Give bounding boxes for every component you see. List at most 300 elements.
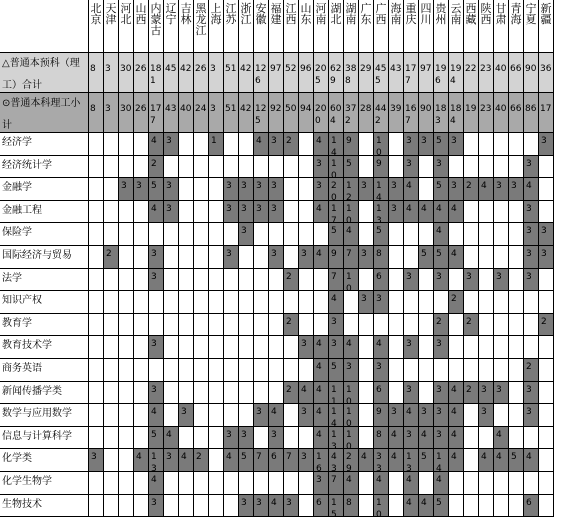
quota-cell [494, 201, 509, 223]
quota-cell: 4 [404, 178, 419, 201]
quota-cell [284, 201, 299, 223]
summary-value: 42 [239, 53, 254, 93]
major-label: 信息与计算科学 [0, 427, 89, 449]
summary-value: 97 [419, 53, 434, 93]
quota-cell [419, 314, 434, 336]
corner-cell [0, 0, 89, 53]
quota-cell [539, 336, 554, 359]
summary-row [0, 53, 554, 93]
major-label: 经济学 [0, 133, 89, 156]
quota-cell: 43 [329, 449, 344, 472]
quota-cell: 3 [239, 223, 254, 246]
quota-cell [299, 201, 314, 223]
quota-cell: 3 [359, 178, 374, 201]
quota-cell: 2 [464, 314, 479, 336]
quota-cell [89, 133, 104, 156]
quota-cell [89, 404, 104, 427]
quota-cell [539, 359, 554, 382]
summary-value: 42 [179, 53, 194, 93]
quota-cell [494, 156, 509, 178]
quota-cell [524, 472, 539, 495]
quota-cell [359, 427, 374, 449]
quota-cell [224, 495, 239, 517]
summary-value: 126 [254, 53, 269, 93]
quota-cell [224, 291, 239, 314]
quota-cell [464, 291, 479, 314]
quota-cell [224, 472, 239, 495]
quota-cell [509, 404, 524, 427]
quota-cell: 3 [404, 133, 419, 156]
quota-cell [134, 495, 149, 517]
quota-cell [419, 336, 434, 359]
quota-cell [314, 269, 329, 291]
quota-cell [179, 427, 194, 449]
quota-cell: 7 [284, 449, 299, 472]
summary-value: 86 [524, 93, 539, 133]
quota-cell [389, 133, 404, 156]
summary-value: 442 [374, 93, 389, 133]
quota-cell: 3 [539, 223, 554, 246]
quota-cell: 3 [479, 404, 494, 427]
quota-cell [269, 314, 284, 336]
quota-cell: 3 [524, 156, 539, 178]
quota-cell: 3 [224, 201, 239, 223]
summary-value: 23 [479, 53, 494, 93]
quota-cell [209, 269, 224, 291]
quota-cell: 4 [314, 427, 329, 449]
quota-cell [464, 449, 479, 472]
quota-cell [509, 291, 524, 314]
region-header: 江西 [284, 0, 299, 53]
quota-cell: 3 [509, 178, 524, 201]
region-header: 宁夏 [524, 0, 539, 53]
quota-cell: 3 [239, 495, 254, 517]
summary-value: 43 [389, 53, 404, 93]
quota-cell [104, 178, 119, 201]
quota-cell: 3 [329, 314, 344, 336]
quota-cell: 5 [434, 178, 449, 201]
summary-value: 43 [164, 93, 179, 133]
region-header: 广东 [359, 0, 374, 53]
region-header: 天津 [104, 0, 119, 53]
quota-cell: 3 [539, 133, 554, 156]
quota-cell [539, 382, 554, 404]
quota-cell [284, 336, 299, 359]
quota-cell [104, 359, 119, 382]
quota-cell [389, 495, 404, 517]
quota-cell: 4 [344, 472, 359, 495]
quota-cell: 6 [314, 495, 329, 517]
quota-cell [209, 178, 224, 201]
table-row [0, 269, 554, 291]
quota-cell [449, 336, 464, 359]
quota-cell [104, 314, 119, 336]
quota-cell: 4 [344, 223, 359, 246]
quota-cell [494, 246, 509, 269]
quota-cell: 3 [224, 178, 239, 201]
quota-cell: 3 [434, 269, 449, 291]
major-label: 金融学 [0, 178, 89, 201]
quota-cell [389, 472, 404, 495]
quota-cell [224, 314, 239, 336]
summary-value: 3 [209, 93, 224, 133]
quota-cell [164, 223, 179, 246]
quota-cell [464, 427, 479, 449]
summary-value: 167 [404, 93, 419, 133]
quota-cell: 3 [524, 223, 539, 246]
quota-cell [434, 291, 449, 314]
quota-cell: 10 [344, 382, 359, 404]
quota-cell [494, 133, 509, 156]
quota-cell [479, 156, 494, 178]
quota-cell [359, 201, 374, 223]
quota-cell: 3 [419, 404, 434, 427]
quota-cell [194, 156, 209, 178]
region-header: 北京 [89, 0, 104, 53]
quota-cell [119, 201, 134, 223]
quota-cell [119, 472, 134, 495]
quota-cell [464, 404, 479, 427]
quota-cell: 4 [404, 201, 419, 223]
quota-cell [479, 359, 494, 382]
quota-cell [359, 382, 374, 404]
quota-cell: 2 [284, 269, 299, 291]
quota-cell [359, 495, 374, 517]
quota-cell: 4 [314, 359, 329, 382]
quota-cell: 4 [389, 449, 404, 472]
quota-cell [539, 178, 554, 201]
quota-cell: 2 [464, 382, 479, 404]
quota-cell: 2 [284, 314, 299, 336]
quota-cell [104, 156, 119, 178]
quota-cell [179, 314, 194, 336]
quota-cell [284, 246, 299, 269]
quota-cell: 10 [344, 269, 359, 291]
quota-cell [119, 495, 134, 517]
quota-cell [269, 382, 284, 404]
quota-cell [119, 404, 134, 427]
quota-cell [239, 404, 254, 427]
quota-cell: 4 [494, 449, 509, 472]
quota-cell: 2 [524, 359, 539, 382]
quota-cell: 2 [194, 449, 209, 472]
quota-cell [149, 314, 164, 336]
summary-label: ⊙普通本科理工小计 [0, 93, 89, 133]
region-header: 福建 [269, 0, 284, 53]
quota-cell: 3 [164, 133, 179, 156]
quota-cell [269, 156, 284, 178]
quota-cell [494, 495, 509, 517]
summary-value: 26 [134, 93, 149, 133]
quota-cell: 4 [224, 449, 239, 472]
quota-cell: 3 [299, 404, 314, 427]
quota-cell [209, 246, 224, 269]
quota-cell [419, 359, 434, 382]
quota-cell [479, 291, 494, 314]
quota-cell: 2 [284, 382, 299, 404]
table-row [0, 223, 554, 246]
summary-value: 183 [434, 93, 449, 133]
quota-cell: 4 [269, 495, 284, 517]
quota-cell: 4 [449, 449, 464, 472]
region-header: 云南 [449, 0, 464, 53]
quota-cell: 3 [479, 382, 494, 404]
major-label: 化学类 [0, 449, 89, 472]
summary-value: 66 [509, 93, 524, 133]
table-row [0, 178, 554, 201]
summary-value: 372 [344, 93, 359, 133]
quota-cell: 3 [524, 382, 539, 404]
quota-cell [194, 314, 209, 336]
quota-cell: 7 [254, 449, 269, 472]
quota-cell [179, 246, 194, 269]
quota-cell: 9 [374, 156, 389, 178]
quota-cell [239, 156, 254, 178]
quota-cell [194, 133, 209, 156]
quota-cell [404, 246, 419, 269]
quota-cell: 7 [344, 246, 359, 269]
summary-value: 36 [539, 53, 554, 93]
quota-cell: 3 [494, 382, 509, 404]
quota-cell [359, 404, 374, 427]
quota-cell [149, 291, 164, 314]
quota-cell: 4 [359, 449, 374, 472]
quota-cell: 3 [404, 382, 419, 404]
region-header: 湖北 [329, 0, 344, 53]
quota-cell: 3 [149, 495, 164, 517]
quota-cell: 4 [449, 382, 464, 404]
quota-cell: 5 [374, 223, 389, 246]
quota-cell [269, 223, 284, 246]
quota-cell [524, 427, 539, 449]
quota-cell [134, 246, 149, 269]
quota-cell [254, 382, 269, 404]
quota-cell: 3 [539, 246, 554, 269]
summary-value: 8 [89, 53, 104, 93]
quota-cell: 3 [434, 382, 449, 404]
region-header: 吉林 [179, 0, 194, 53]
quota-cell [179, 178, 194, 201]
quota-cell [254, 269, 269, 291]
region-header: 广西 [374, 0, 389, 53]
quota-cell: 4 [524, 178, 539, 201]
quota-cell: 3 [389, 404, 404, 427]
quota-cell: 4 [449, 427, 464, 449]
quota-cell: 4 [449, 246, 464, 269]
quota-cell [449, 269, 464, 291]
quota-cell: 3 [149, 246, 164, 269]
quota-cell: 6 [524, 495, 539, 517]
quota-cell [419, 382, 434, 404]
major-label: 经济统计学 [0, 156, 89, 178]
quota-cell [494, 336, 509, 359]
quota-cell [239, 336, 254, 359]
summary-value: 50 [284, 93, 299, 133]
summary-value: 90 [419, 93, 434, 133]
quota-cell [494, 472, 509, 495]
quota-cell [254, 156, 269, 178]
quota-cell [119, 382, 134, 404]
quota-cell [194, 291, 209, 314]
quota-cell: 10 [374, 495, 389, 517]
quota-cell [419, 472, 434, 495]
quota-cell [134, 336, 149, 359]
quota-cell: 4 [479, 449, 494, 472]
quota-cell [359, 336, 374, 359]
quota-cell: 5 [329, 359, 344, 382]
quota-cell: 3 [239, 201, 254, 223]
quota-cell [224, 336, 239, 359]
summary-value: 42 [239, 93, 254, 133]
quota-cell [104, 495, 119, 517]
quota-cell: 4 [269, 404, 284, 427]
quota-cell: 4 [434, 201, 449, 223]
quota-cell [299, 427, 314, 449]
summary-value: 177 [149, 93, 164, 133]
quota-cell [209, 314, 224, 336]
quota-cell [389, 314, 404, 336]
quota-cell: 14 [329, 133, 344, 156]
quota-cell [539, 291, 554, 314]
quota-cell: 11 [329, 382, 344, 404]
quota-cell: 8 [344, 495, 359, 517]
summary-value: 177 [404, 53, 419, 93]
quota-cell: 1 [209, 133, 224, 156]
quota-cell: 4 [149, 201, 164, 223]
quota-cell [539, 156, 554, 178]
quota-cell [284, 472, 299, 495]
quota-cell [179, 495, 194, 517]
quota-cell [119, 359, 134, 382]
quota-cell: 3 [374, 291, 389, 314]
quota-cell [539, 269, 554, 291]
region-header: 重庆 [404, 0, 419, 53]
summary-value: 51 [224, 53, 239, 93]
summary-value: 17 [539, 93, 554, 133]
major-label: 化学生物学 [0, 472, 89, 495]
quota-cell [494, 291, 509, 314]
quota-cell [314, 223, 329, 246]
quota-cell [299, 178, 314, 201]
quota-cell [209, 472, 224, 495]
quota-cell: 3 [89, 449, 104, 472]
quota-cell [479, 314, 494, 336]
quota-cell: 4 [314, 201, 329, 223]
quota-cell: 4 [404, 404, 419, 427]
summary-value: 8 [89, 93, 104, 133]
quota-cell: 14 [434, 449, 449, 472]
summary-row [0, 93, 554, 133]
quota-cell: 3 [149, 382, 164, 404]
quota-cell [149, 223, 164, 246]
summary-value: 3 [209, 53, 224, 93]
quota-cell [104, 269, 119, 291]
quota-cell [299, 314, 314, 336]
quota-cell: 17 [329, 201, 344, 223]
quota-cell [134, 201, 149, 223]
quota-cell: 3 [329, 336, 344, 359]
table-row [0, 495, 554, 517]
quota-cell: 3 [404, 156, 419, 178]
quota-cell [419, 178, 434, 201]
major-label: 保险学 [0, 223, 89, 246]
quota-cell: 4 [419, 495, 434, 517]
summary-value: 96 [299, 53, 314, 93]
major-label: 知识产权 [0, 291, 89, 314]
quota-cell [104, 427, 119, 449]
quota-cell: 2 [449, 291, 464, 314]
quota-cell [509, 133, 524, 156]
region-header: 新疆 [539, 0, 554, 53]
quota-cell [284, 291, 299, 314]
quota-cell: 3 [359, 246, 374, 269]
quota-cell [269, 291, 284, 314]
quota-cell: 6 [374, 382, 389, 404]
header-row [0, 0, 554, 53]
quota-cell [119, 156, 134, 178]
quota-cell [134, 223, 149, 246]
quota-cell: 3 [254, 201, 269, 223]
quota-cell [194, 427, 209, 449]
quota-cell: 5 [329, 223, 344, 246]
quota-cell [479, 427, 494, 449]
quota-cell [389, 269, 404, 291]
major-label: 教育技术学 [0, 336, 89, 359]
quota-cell [509, 472, 524, 495]
quota-cell: 3 [224, 427, 239, 449]
summary-value: 51 [224, 93, 239, 133]
quota-cell [254, 427, 269, 449]
table-row [0, 156, 554, 178]
quota-cell: 4 [434, 223, 449, 246]
quota-cell [89, 472, 104, 495]
summary-value: 19 [464, 93, 479, 133]
quota-cell [389, 246, 404, 269]
quota-cell [269, 359, 284, 382]
quota-cell [359, 133, 374, 156]
quota-cell [344, 314, 359, 336]
summary-value: 388 [344, 53, 359, 93]
quota-cell [164, 382, 179, 404]
quota-cell [269, 336, 284, 359]
quota-cell: 9 [344, 133, 359, 156]
region-header: 海南 [389, 0, 404, 53]
quota-cell: 8 [374, 246, 389, 269]
quota-cell [464, 359, 479, 382]
quota-cell [464, 472, 479, 495]
quota-cell: 3 [149, 269, 164, 291]
quota-cell [449, 495, 464, 517]
quota-cell [164, 156, 179, 178]
quota-cell: 4 [329, 291, 344, 314]
quota-cell [209, 156, 224, 178]
summary-value: 184 [449, 93, 464, 133]
region-header: 贵州 [434, 0, 449, 53]
quota-cell: 3 [299, 449, 314, 472]
quota-cell [479, 495, 494, 517]
quota-cell [119, 314, 134, 336]
quota-cell [239, 314, 254, 336]
quota-cell [299, 472, 314, 495]
quota-cell [539, 495, 554, 517]
quota-cell [119, 133, 134, 156]
quota-cell: 3 [254, 178, 269, 201]
quota-cell [479, 133, 494, 156]
major-label: 数学与应用数学 [0, 404, 89, 427]
quota-cell [254, 291, 269, 314]
quota-cell [179, 133, 194, 156]
quota-cell [404, 223, 419, 246]
